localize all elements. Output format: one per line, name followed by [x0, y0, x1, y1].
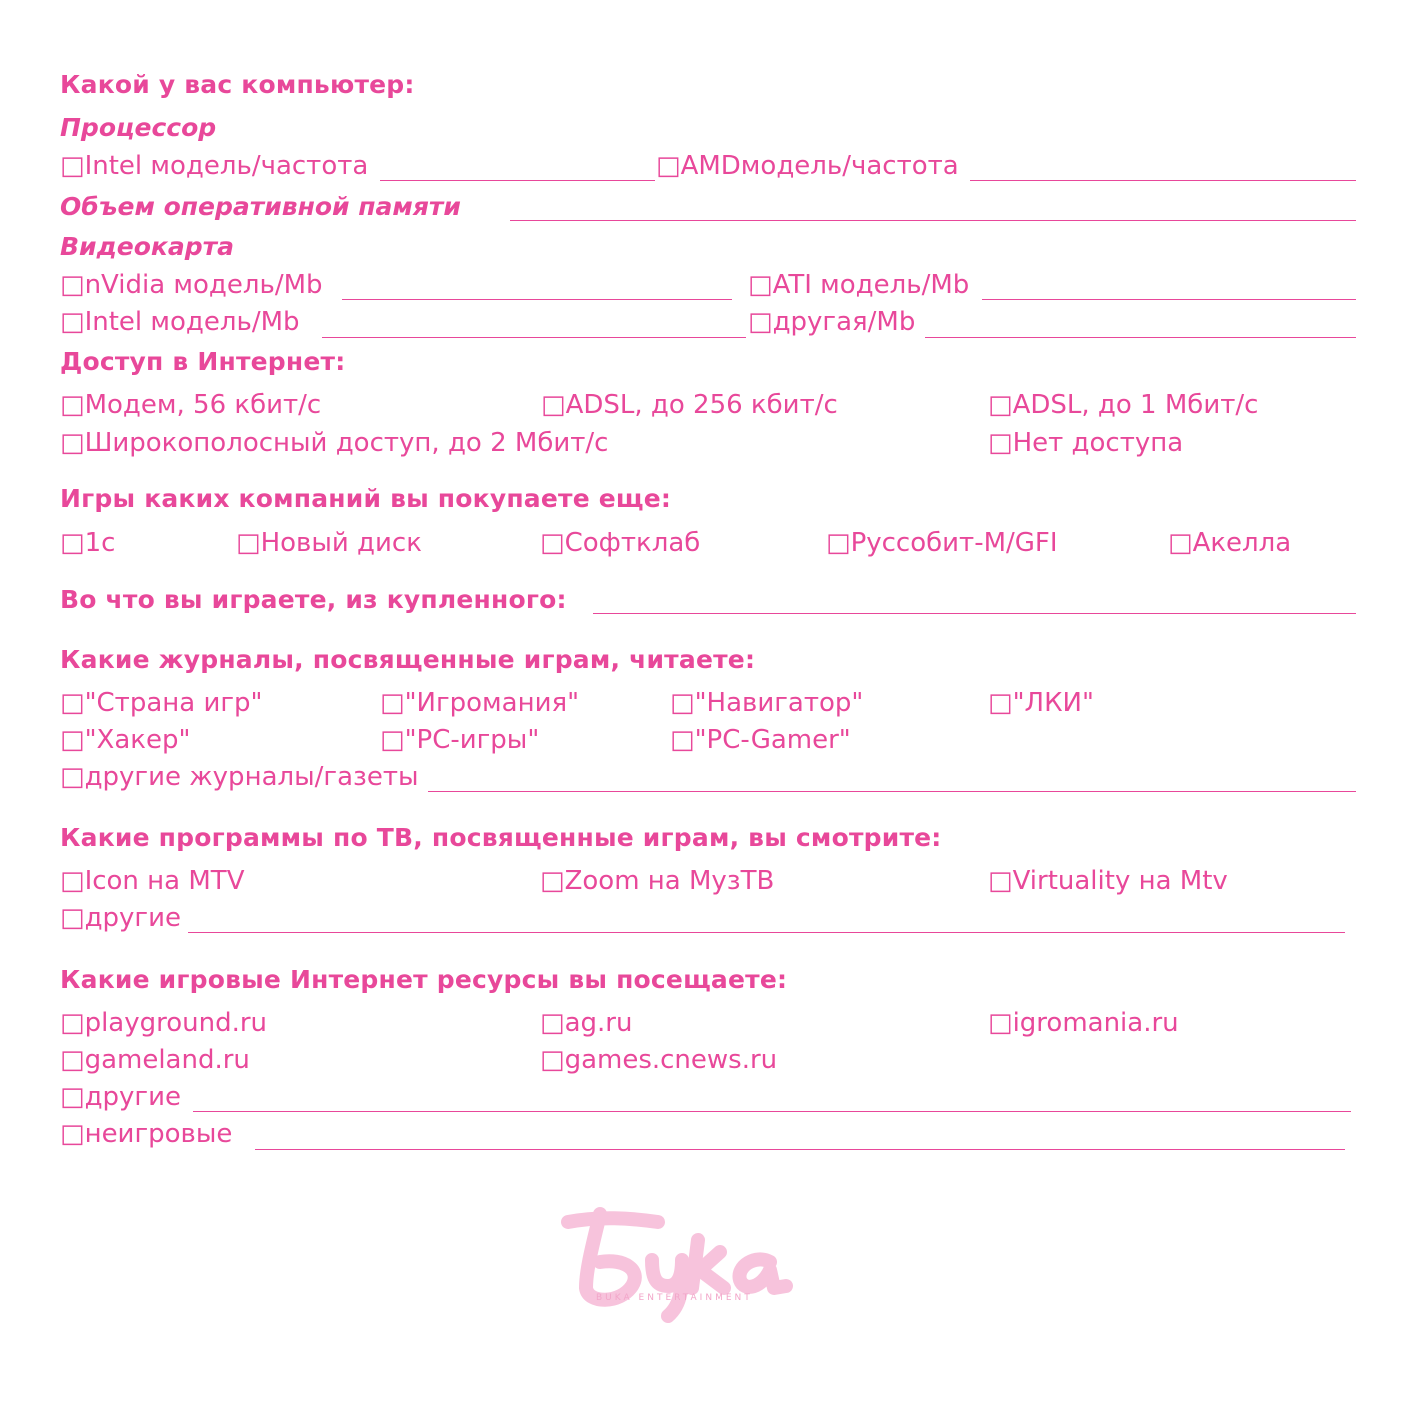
- web-option[interactable]: □igromania.ru: [988, 1008, 1179, 1038]
- processor-amd-line[interactable]: [970, 180, 1356, 181]
- company-option[interactable]: □Новый диск: [236, 528, 422, 558]
- web-other-option[interactable]: □другие: [60, 1082, 181, 1112]
- magazine-option[interactable]: □"PC-игры": [380, 725, 540, 755]
- magazine-other-line[interactable]: [428, 791, 1356, 792]
- video-intel-option[interactable]: □Intel модель/Mb: [60, 307, 300, 337]
- internet-option[interactable]: □ADSL, до 256 кбит/с: [541, 390, 838, 420]
- processor-intel-line[interactable]: [380, 180, 655, 181]
- video-other-line[interactable]: [925, 337, 1356, 338]
- companies-heading: Игры каких компаний вы покупаете еще:: [60, 484, 672, 513]
- tv-heading: Какие программы по ТВ, посвященные играм, вы смотрите:: [60, 823, 942, 852]
- tv-option[interactable]: □Virtuality на Mtv: [988, 866, 1228, 896]
- playing-line[interactable]: [593, 613, 1356, 614]
- magazine-option[interactable]: □"Страна игр": [60, 688, 263, 718]
- logo-tagline: BUKA ENTERTAINMENT: [596, 1293, 753, 1303]
- web-option[interactable]: □playground.ru: [60, 1008, 268, 1038]
- video-intel-line[interactable]: [322, 337, 746, 338]
- internet-option[interactable]: □Модем, 56 кбит/с: [60, 390, 322, 420]
- memory-line[interactable]: [510, 220, 1356, 221]
- processor-intel-option[interactable]: □Intel модель/частота: [60, 151, 369, 181]
- tv-option[interactable]: □Icon на MTV: [60, 866, 245, 896]
- web-option[interactable]: □ag.ru: [540, 1008, 633, 1038]
- internet-option[interactable]: □Широкополосный доступ, до 2 Мбит/с: [60, 428, 609, 458]
- tv-option[interactable]: □Zoom на МузТВ: [540, 866, 775, 896]
- magazine-option[interactable]: □"PC-Gamer": [670, 725, 851, 755]
- video-ati-option[interactable]: □ATI модель/Mb: [748, 270, 970, 300]
- processor-heading: Процессор: [60, 113, 217, 142]
- video-ati-line[interactable]: [982, 299, 1356, 300]
- memory-label: Объем оперативной памяти: [60, 192, 461, 221]
- playing-label: Во что вы играете, из купленного:: [60, 585, 567, 614]
- video-nvidia-option[interactable]: □nVidia модель/Mb: [60, 270, 323, 300]
- magazine-option[interactable]: □"ЛКИ": [988, 688, 1094, 718]
- computer-heading: Какой у вас компьютер:: [60, 70, 415, 99]
- magazine-other-option[interactable]: □другие журналы/газеты: [60, 762, 419, 792]
- internet-option[interactable]: □ADSL, до 1 Мбит/с: [988, 390, 1259, 420]
- video-other-option[interactable]: □другая/Mb: [748, 307, 916, 337]
- buka-logo: [560, 1200, 830, 1325]
- company-option[interactable]: □Акелла: [1168, 528, 1292, 558]
- internet-option[interactable]: □Нет доступа: [988, 428, 1184, 458]
- magazine-option[interactable]: □"Игромания": [380, 688, 580, 718]
- video-nvidia-line[interactable]: [342, 299, 732, 300]
- company-option[interactable]: □1с: [60, 528, 116, 558]
- magazine-option[interactable]: □"Навигатор": [670, 688, 864, 718]
- web-other-line[interactable]: [193, 1111, 1351, 1112]
- web-option[interactable]: □gameland.ru: [60, 1045, 250, 1075]
- web-option[interactable]: □games.cnews.ru: [540, 1045, 778, 1075]
- magazine-option[interactable]: □"Хакер": [60, 725, 191, 755]
- web-heading: Какие игровые Интернет ресурсы вы посещаете:: [60, 965, 788, 994]
- company-option[interactable]: □Руссобит-М/GFI: [826, 528, 1058, 558]
- internet-heading: Доступ в Интернет:: [60, 347, 346, 376]
- tv-other-line[interactable]: [188, 932, 1345, 933]
- tv-other-option[interactable]: □другие: [60, 903, 181, 933]
- video-heading: Видеокарта: [60, 232, 234, 261]
- web-nongame-line[interactable]: [255, 1149, 1345, 1150]
- magazines-heading: Какие журналы, посвященные играм, читаете:: [60, 645, 756, 674]
- processor-amd-option[interactable]: □AMDмодель/частота: [656, 151, 959, 181]
- company-option[interactable]: □Софтклаб: [540, 528, 701, 558]
- web-nongame-option[interactable]: □неигровые: [60, 1119, 233, 1149]
